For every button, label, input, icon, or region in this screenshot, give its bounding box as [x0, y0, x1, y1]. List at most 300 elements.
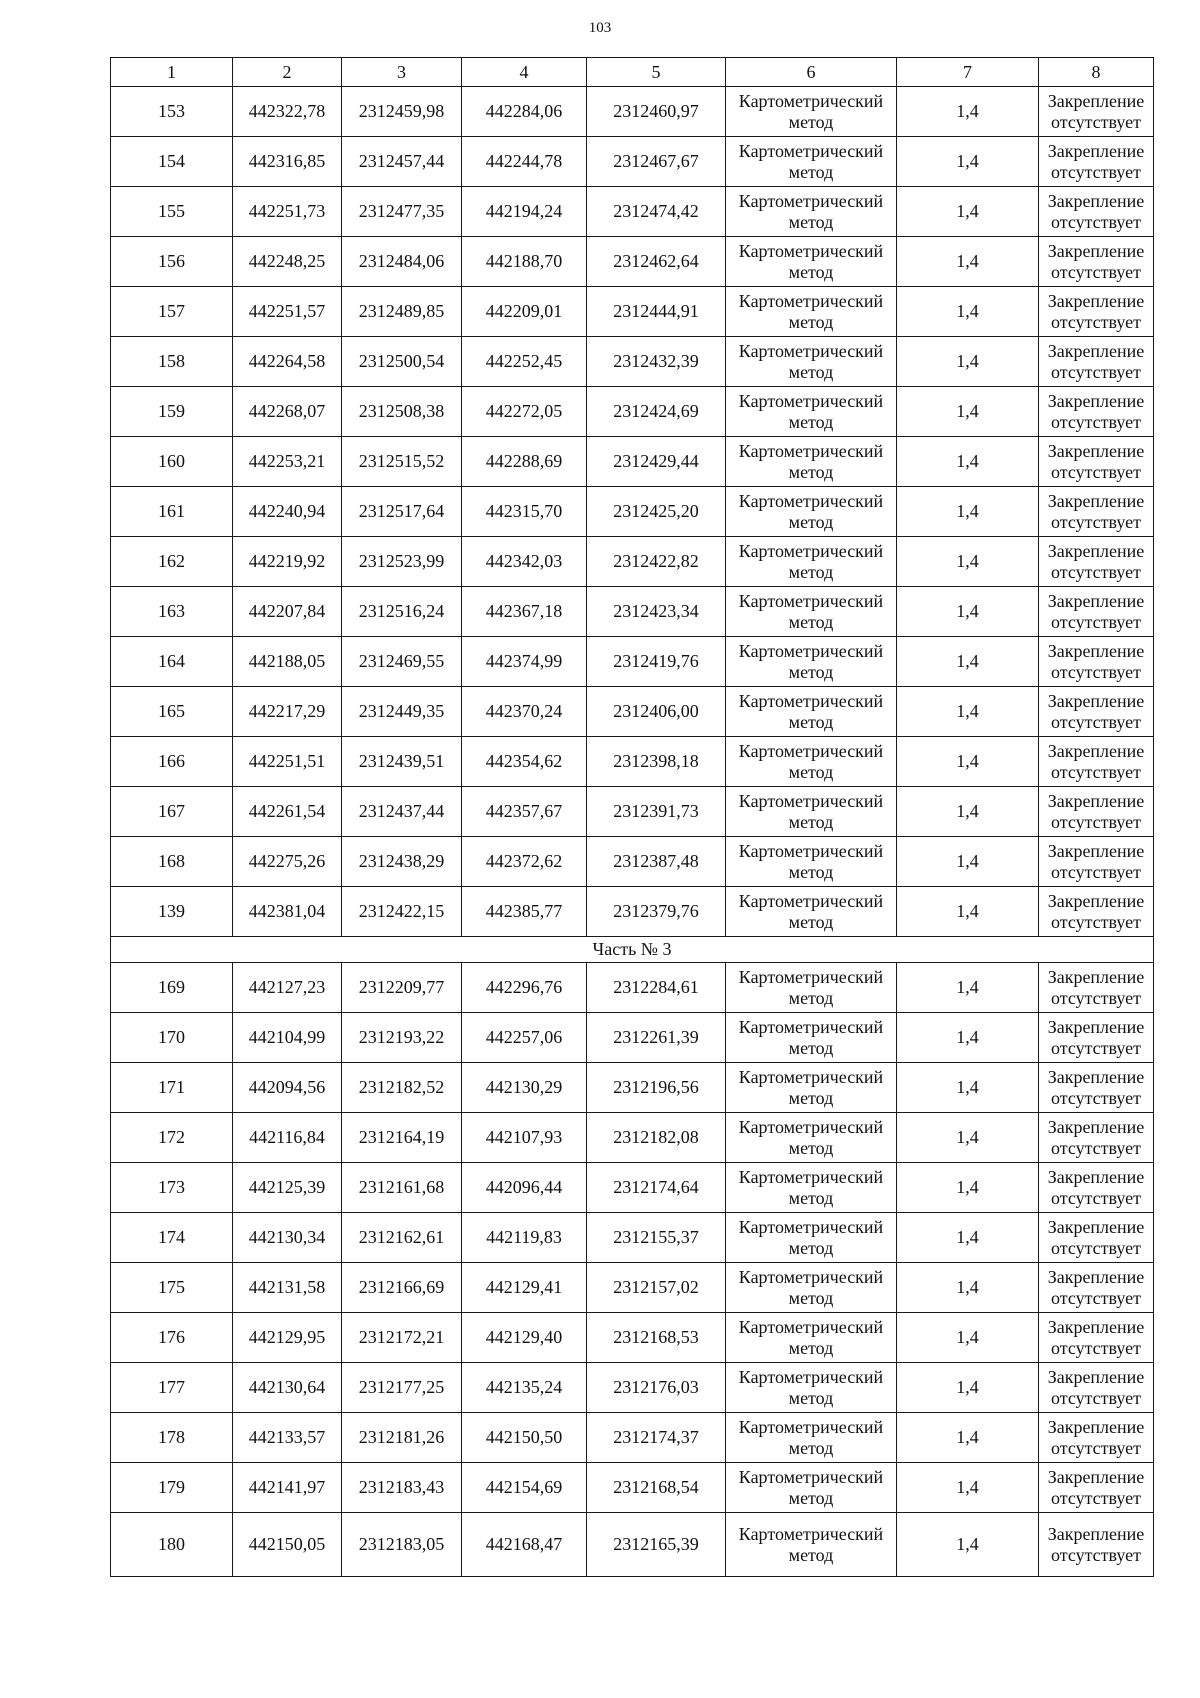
coord-y-cell: 2312166,69 [342, 1263, 462, 1313]
table-row [111, 1063, 1154, 1113]
fixation-cell [1039, 1313, 1154, 1363]
method-cell [726, 1113, 897, 1163]
fixation-cell [1039, 1513, 1154, 1577]
accuracy-cell: 1,4 [897, 1413, 1039, 1463]
fixation-cell [1039, 787, 1154, 837]
method-cell-line-2: метод [788, 611, 834, 632]
coord-y-cell: 2312162,61 [342, 1213, 462, 1263]
fixation-cell [1039, 87, 1154, 137]
fixation-cell-line-1: Закрепление [1047, 790, 1145, 811]
method-cell-line-2: метод [788, 311, 834, 332]
coord-y-cell: 2312508,38 [342, 387, 462, 437]
fixation-cell [1039, 287, 1154, 337]
method-cell-line-2: метод [788, 1387, 834, 1408]
column-header: 5 [587, 58, 726, 87]
fixation-cell-line-2: отсутствует [1050, 1087, 1142, 1108]
table-row [111, 637, 1154, 687]
table-body [111, 58, 1154, 1577]
fixation-cell-line-1: Закрепление [1047, 540, 1145, 561]
coord-x2-cell: 442244,78 [462, 137, 587, 187]
fixation-cell-line-2: отсутствует [1050, 911, 1142, 932]
table-row [111, 963, 1154, 1013]
point-number-cell: 166 [111, 737, 233, 787]
method-cell-line-2: метод [788, 361, 834, 382]
table-row [111, 537, 1154, 587]
coord-y-cell: 2312182,52 [342, 1063, 462, 1113]
fixation-cell-line-2: отсутствует [1050, 761, 1142, 782]
coord-y2-cell: 2312391,73 [587, 787, 726, 837]
method-cell [726, 487, 897, 537]
table-row [111, 1313, 1154, 1363]
accuracy-cell: 1,4 [897, 1213, 1039, 1263]
point-number-cell: 153 [111, 87, 233, 137]
coord-x-cell: 442133,57 [233, 1413, 342, 1463]
method-cell-line-1: Картометрический [738, 1466, 884, 1487]
table-row [111, 1463, 1154, 1513]
fixation-cell-line-2: отсутствует [1050, 1237, 1142, 1258]
accuracy-cell: 1,4 [897, 487, 1039, 537]
method-cell-line-2: метод [788, 511, 834, 532]
coord-y-cell: 2312457,44 [342, 137, 462, 187]
coord-x2-cell: 442096,44 [462, 1163, 587, 1213]
method-cell [726, 837, 897, 887]
column-header: 6 [726, 58, 897, 87]
coord-y-cell: 2312181,26 [342, 1413, 462, 1463]
coord-x-cell: 442219,92 [233, 537, 342, 587]
coord-y2-cell: 2312422,82 [587, 537, 726, 587]
fixation-cell-line-2: отсутствует [1050, 1137, 1142, 1158]
method-cell [726, 1413, 897, 1463]
method-cell-line-2: метод [788, 1037, 834, 1058]
method-cell [726, 787, 897, 837]
coord-x-cell: 442268,07 [233, 387, 342, 437]
coord-x-cell: 442150,05 [233, 1513, 342, 1577]
fixation-cell-line-2: отсутствует [1050, 1187, 1142, 1208]
coord-x2-cell: 442296,76 [462, 963, 587, 1013]
point-number-cell: 173 [111, 1163, 233, 1213]
method-cell [726, 1263, 897, 1313]
method-cell-line-2: метод [788, 111, 834, 132]
method-cell [726, 887, 897, 937]
accuracy-cell: 1,4 [897, 437, 1039, 487]
method-cell [726, 337, 897, 387]
fixation-cell-line-1: Закрепление [1047, 740, 1145, 761]
coord-y2-cell: 2312424,69 [587, 387, 726, 437]
coord-x-cell: 442131,58 [233, 1263, 342, 1313]
table-row [111, 1363, 1154, 1413]
method-cell-line-2: метод [788, 561, 834, 582]
point-number-cell: 162 [111, 537, 233, 587]
method-cell-line-1: Картометрический [738, 340, 884, 361]
coord-x2-cell: 442209,01 [462, 287, 587, 337]
method-cell [726, 1163, 897, 1213]
accuracy-cell: 1,4 [897, 687, 1039, 737]
coord-y2-cell: 2312432,39 [587, 337, 726, 387]
coord-x-cell: 442316,85 [233, 137, 342, 187]
accuracy-cell: 1,4 [897, 887, 1039, 937]
fixation-cell [1039, 587, 1154, 637]
point-number-cell: 170 [111, 1013, 233, 1063]
accuracy-cell: 1,4 [897, 237, 1039, 287]
fixation-cell-line-1: Закрепление [1047, 390, 1145, 411]
method-cell [726, 687, 897, 737]
fixation-cell-line-2: отсутствует [1050, 1387, 1142, 1408]
coord-x2-cell: 442370,24 [462, 687, 587, 737]
accuracy-cell: 1,4 [897, 787, 1039, 837]
method-cell-line-1: Картометрический [738, 1266, 884, 1287]
table-row [111, 1213, 1154, 1263]
fixation-cell-line-2: отсутствует [1050, 511, 1142, 532]
table-row [111, 137, 1154, 187]
method-cell-line-2: метод [788, 987, 834, 1008]
coord-y-cell: 2312484,06 [342, 237, 462, 287]
fixation-cell-line-1: Закрепление [1047, 1366, 1145, 1387]
coord-x-cell: 442127,23 [233, 963, 342, 1013]
coord-y2-cell: 2312429,44 [587, 437, 726, 487]
fixation-cell-line-2: отсутствует [1050, 1544, 1142, 1565]
point-number-cell: 175 [111, 1263, 233, 1313]
method-cell [726, 287, 897, 337]
coord-y-cell: 2312161,68 [342, 1163, 462, 1213]
fixation-cell-line-1: Закрепление [1047, 290, 1145, 311]
coord-x2-cell: 442315,70 [462, 487, 587, 537]
point-number-cell: 179 [111, 1463, 233, 1513]
header-row [111, 58, 1154, 87]
coord-x2-cell: 442284,06 [462, 87, 587, 137]
coord-y-cell: 2312439,51 [342, 737, 462, 787]
coord-x-cell: 442104,99 [233, 1013, 342, 1063]
fixation-cell [1039, 1263, 1154, 1313]
coord-y-cell: 2312183,43 [342, 1463, 462, 1513]
table-row [111, 787, 1154, 837]
coord-x-cell: 442251,57 [233, 287, 342, 337]
coord-y2-cell: 2312398,18 [587, 737, 726, 787]
fixation-cell [1039, 137, 1154, 187]
point-number-cell: 174 [111, 1213, 233, 1263]
coord-y2-cell: 2312419,76 [587, 637, 726, 687]
coord-y2-cell: 2312261,39 [587, 1013, 726, 1063]
coord-y-cell: 2312516,24 [342, 587, 462, 637]
fixation-cell-line-2: отсутствует [1050, 987, 1142, 1008]
method-cell-line-2: метод [788, 761, 834, 782]
point-number-cell: 164 [111, 637, 233, 687]
coord-x-cell: 442130,64 [233, 1363, 342, 1413]
table-row [111, 1263, 1154, 1313]
column-header: 1 [111, 58, 233, 87]
coord-y2-cell: 2312444,91 [587, 287, 726, 337]
column-header: 3 [342, 58, 462, 87]
coord-y-cell: 2312469,55 [342, 637, 462, 687]
point-number-cell: 156 [111, 237, 233, 287]
fixation-cell-line-2: отсутствует [1050, 461, 1142, 482]
coord-x-cell: 442141,97 [233, 1463, 342, 1513]
coord-x2-cell: 442129,40 [462, 1313, 587, 1363]
point-number-cell: 154 [111, 137, 233, 187]
coord-x-cell: 442094,56 [233, 1063, 342, 1113]
coord-y2-cell: 2312174,64 [587, 1163, 726, 1213]
point-number-cell: 176 [111, 1313, 233, 1363]
fixation-cell [1039, 1113, 1154, 1163]
coord-x-cell: 442251,73 [233, 187, 342, 237]
method-cell [726, 437, 897, 487]
fixation-cell [1039, 487, 1154, 537]
coord-x2-cell: 442288,69 [462, 437, 587, 487]
point-number-cell: 159 [111, 387, 233, 437]
fixation-cell-line-2: отсутствует [1050, 1287, 1142, 1308]
coord-x2-cell: 442252,45 [462, 337, 587, 387]
method-cell-line-2: метод [788, 1337, 834, 1358]
fixation-cell-line-2: отсутствует [1050, 161, 1142, 182]
coord-x2-cell: 442357,67 [462, 787, 587, 837]
coord-x2-cell: 442372,62 [462, 837, 587, 887]
coord-y-cell: 2312449,35 [342, 687, 462, 737]
fixation-cell [1039, 1163, 1154, 1213]
point-number-cell: 155 [111, 187, 233, 237]
fixation-cell [1039, 237, 1154, 287]
coord-y2-cell: 2312462,64 [587, 237, 726, 287]
coord-x-cell: 442240,94 [233, 487, 342, 537]
coord-y2-cell: 2312174,37 [587, 1413, 726, 1463]
table-row [111, 1513, 1154, 1577]
fixation-cell-line-1: Закрепление [1047, 1166, 1145, 1187]
point-number-cell: 161 [111, 487, 233, 537]
table-row [111, 837, 1154, 887]
coord-x2-cell: 442154,69 [462, 1463, 587, 1513]
method-cell-line-2: метод [788, 161, 834, 182]
accuracy-cell: 1,4 [897, 1013, 1039, 1063]
fixation-cell [1039, 187, 1154, 237]
coord-x2-cell: 442130,29 [462, 1063, 587, 1113]
method-cell-line-1: Картометрический [738, 690, 884, 711]
method-cell [726, 637, 897, 687]
coord-x2-cell: 442374,99 [462, 637, 587, 687]
fixation-cell-line-1: Закрепление [1047, 690, 1145, 711]
method-cell-line-2: метод [788, 1087, 834, 1108]
method-cell [726, 387, 897, 437]
method-cell-line-2: метод [788, 1287, 834, 1308]
coord-x-cell: 442125,39 [233, 1163, 342, 1213]
coord-y2-cell: 2312474,42 [587, 187, 726, 237]
fixation-cell-line-1: Закрепление [1047, 1016, 1145, 1037]
point-number-cell: 163 [111, 587, 233, 637]
method-cell-line-1: Картометрический [738, 966, 884, 987]
point-number-cell: 158 [111, 337, 233, 387]
coord-y2-cell: 2312379,76 [587, 887, 726, 937]
fixation-cell-line-2: отсутствует [1050, 811, 1142, 832]
table-row [111, 487, 1154, 537]
point-number-cell: 160 [111, 437, 233, 487]
coord-x-cell: 442129,95 [233, 1313, 342, 1363]
accuracy-cell: 1,4 [897, 1363, 1039, 1413]
fixation-cell [1039, 837, 1154, 887]
accuracy-cell: 1,4 [897, 1513, 1039, 1577]
table-row [111, 737, 1154, 787]
method-cell-line-1: Картометрический [738, 1066, 884, 1087]
fixation-cell [1039, 687, 1154, 737]
method-cell-line-2: метод [788, 811, 834, 832]
table-row [111, 587, 1154, 637]
fixation-cell-line-1: Закрепление [1047, 440, 1145, 461]
table-row [111, 437, 1154, 487]
fixation-cell-line-1: Закрепление [1047, 640, 1145, 661]
coord-y-cell: 2312177,25 [342, 1363, 462, 1413]
method-cell-line-1: Картометрический [738, 1166, 884, 1187]
fixation-cell [1039, 537, 1154, 587]
coord-x2-cell: 442119,83 [462, 1213, 587, 1263]
fixation-cell-line-1: Закрепление [1047, 840, 1145, 861]
coord-y-cell: 2312438,29 [342, 837, 462, 887]
method-cell-line-2: метод [788, 1437, 834, 1458]
method-cell-line-1: Картометрический [738, 890, 884, 911]
method-cell-line-2: метод [788, 911, 834, 932]
method-cell-line-2: метод [788, 1137, 834, 1158]
table-row [111, 337, 1154, 387]
fixation-cell-line-2: отсутствует [1050, 611, 1142, 632]
method-cell-line-1: Картометрический [738, 1416, 884, 1437]
coord-y-cell: 2312422,15 [342, 887, 462, 937]
fixation-cell [1039, 1063, 1154, 1113]
fixation-cell-line-1: Закрепление [1047, 966, 1145, 987]
method-cell [726, 1313, 897, 1363]
fixation-cell-line-2: отсутствует [1050, 861, 1142, 882]
point-number-cell: 171 [111, 1063, 233, 1113]
fixation-cell [1039, 1363, 1154, 1413]
method-cell-line-1: Картометрический [738, 140, 884, 161]
coord-y2-cell: 2312165,39 [587, 1513, 726, 1577]
method-cell-line-1: Картометрический [738, 190, 884, 211]
coord-x2-cell: 442272,05 [462, 387, 587, 437]
accuracy-cell: 1,4 [897, 1063, 1039, 1113]
method-cell [726, 187, 897, 237]
fixation-cell-line-1: Закрепление [1047, 1523, 1145, 1544]
method-cell-line-1: Картометрический [738, 1523, 884, 1544]
method-cell-line-2: метод [788, 1187, 834, 1208]
accuracy-cell: 1,4 [897, 963, 1039, 1013]
coord-y-cell: 2312500,54 [342, 337, 462, 387]
method-cell-line-2: метод [788, 211, 834, 232]
coord-y-cell: 2312183,05 [342, 1513, 462, 1577]
method-cell-line-1: Картометрический [738, 840, 884, 861]
fixation-cell-line-1: Закрепление [1047, 240, 1145, 261]
accuracy-cell: 1,4 [897, 387, 1039, 437]
coord-x2-cell: 442135,24 [462, 1363, 587, 1413]
method-cell-line-2: метод [788, 1237, 834, 1258]
coord-x-cell: 442217,29 [233, 687, 342, 737]
method-cell [726, 1463, 897, 1513]
fixation-cell-line-1: Закрепление [1047, 890, 1145, 911]
fixation-cell [1039, 387, 1154, 437]
accuracy-cell: 1,4 [897, 337, 1039, 387]
accuracy-cell: 1,4 [897, 737, 1039, 787]
accuracy-cell: 1,4 [897, 1313, 1039, 1363]
column-header: 4 [462, 58, 587, 87]
accuracy-cell: 1,4 [897, 1263, 1039, 1313]
point-number-cell: 165 [111, 687, 233, 737]
coord-y2-cell: 2312406,00 [587, 687, 726, 737]
fixation-cell-line-2: отсутствует [1050, 261, 1142, 282]
method-cell-line-2: метод [788, 261, 834, 282]
method-cell-line-1: Картометрический [738, 640, 884, 661]
point-number-cell: 177 [111, 1363, 233, 1413]
coord-x2-cell: 442257,06 [462, 1013, 587, 1063]
fixation-cell-line-2: отсутствует [1050, 211, 1142, 232]
coord-x-cell: 442116,84 [233, 1113, 342, 1163]
fixation-cell-line-2: отсутствует [1050, 561, 1142, 582]
point-number-cell: 178 [111, 1413, 233, 1463]
fixation-cell-line-2: отсутствует [1050, 1487, 1142, 1508]
method-cell-line-1: Картометрический [738, 1216, 884, 1237]
coord-x2-cell: 442194,24 [462, 187, 587, 237]
method-cell [726, 1013, 897, 1063]
coord-y-cell: 2312489,85 [342, 287, 462, 337]
coord-y2-cell: 2312423,34 [587, 587, 726, 637]
method-cell [726, 87, 897, 137]
accuracy-cell: 1,4 [897, 537, 1039, 587]
fixation-cell-line-2: отсутствует [1050, 661, 1142, 682]
fixation-cell [1039, 737, 1154, 787]
accuracy-cell: 1,4 [897, 1463, 1039, 1513]
fixation-cell [1039, 1413, 1154, 1463]
fixation-cell [1039, 887, 1154, 937]
page-number: 103 [588, 20, 612, 36]
method-cell-line-2: метод [788, 461, 834, 482]
table-row [111, 1413, 1154, 1463]
fixation-cell-line-2: отсутствует [1050, 311, 1142, 332]
fixation-cell-line-1: Закрепление [1047, 190, 1145, 211]
table-row [111, 1113, 1154, 1163]
coord-x-cell: 442275,26 [233, 837, 342, 887]
coord-x2-cell: 442188,70 [462, 237, 587, 287]
coord-x2-cell: 442150,50 [462, 1413, 587, 1463]
coord-y-cell: 2312437,44 [342, 787, 462, 837]
fixation-cell-line-1: Закрепление [1047, 1116, 1145, 1137]
method-cell-line-1: Картометрический [738, 290, 884, 311]
point-number-cell: 139 [111, 887, 233, 937]
coord-y-cell: 2312209,77 [342, 963, 462, 1013]
table-row [111, 87, 1154, 137]
accuracy-cell: 1,4 [897, 1113, 1039, 1163]
fixation-cell-line-2: отсутствует [1050, 1437, 1142, 1458]
method-cell [726, 537, 897, 587]
coord-x2-cell: 442168,47 [462, 1513, 587, 1577]
column-header: 7 [897, 58, 1039, 87]
fixation-cell-line-2: отсутствует [1050, 111, 1142, 132]
table-row [111, 237, 1154, 287]
coord-x-cell: 442261,54 [233, 787, 342, 837]
method-cell [726, 963, 897, 1013]
method-cell-line-2: метод [788, 661, 834, 682]
coord-y2-cell: 2312168,53 [587, 1313, 726, 1363]
coord-y-cell: 2312459,98 [342, 87, 462, 137]
coord-x2-cell: 442354,62 [462, 737, 587, 787]
method-cell-line-1: Картометрический [738, 590, 884, 611]
point-number-cell: 169 [111, 963, 233, 1013]
point-number-cell: 168 [111, 837, 233, 887]
coord-y2-cell: 2312196,56 [587, 1063, 726, 1113]
coord-x2-cell: 442342,03 [462, 537, 587, 587]
method-cell [726, 237, 897, 287]
coord-x-cell: 442251,51 [233, 737, 342, 787]
point-number-cell: 172 [111, 1113, 233, 1163]
fixation-cell-line-1: Закрепление [1047, 1216, 1145, 1237]
coord-y2-cell: 2312425,20 [587, 487, 726, 537]
method-cell-line-1: Картометрический [738, 740, 884, 761]
point-number-cell: 167 [111, 787, 233, 837]
coord-x-cell: 442130,34 [233, 1213, 342, 1263]
coord-x2-cell: 442129,41 [462, 1263, 587, 1313]
table-row [111, 687, 1154, 737]
coord-x2-cell: 442107,93 [462, 1113, 587, 1163]
